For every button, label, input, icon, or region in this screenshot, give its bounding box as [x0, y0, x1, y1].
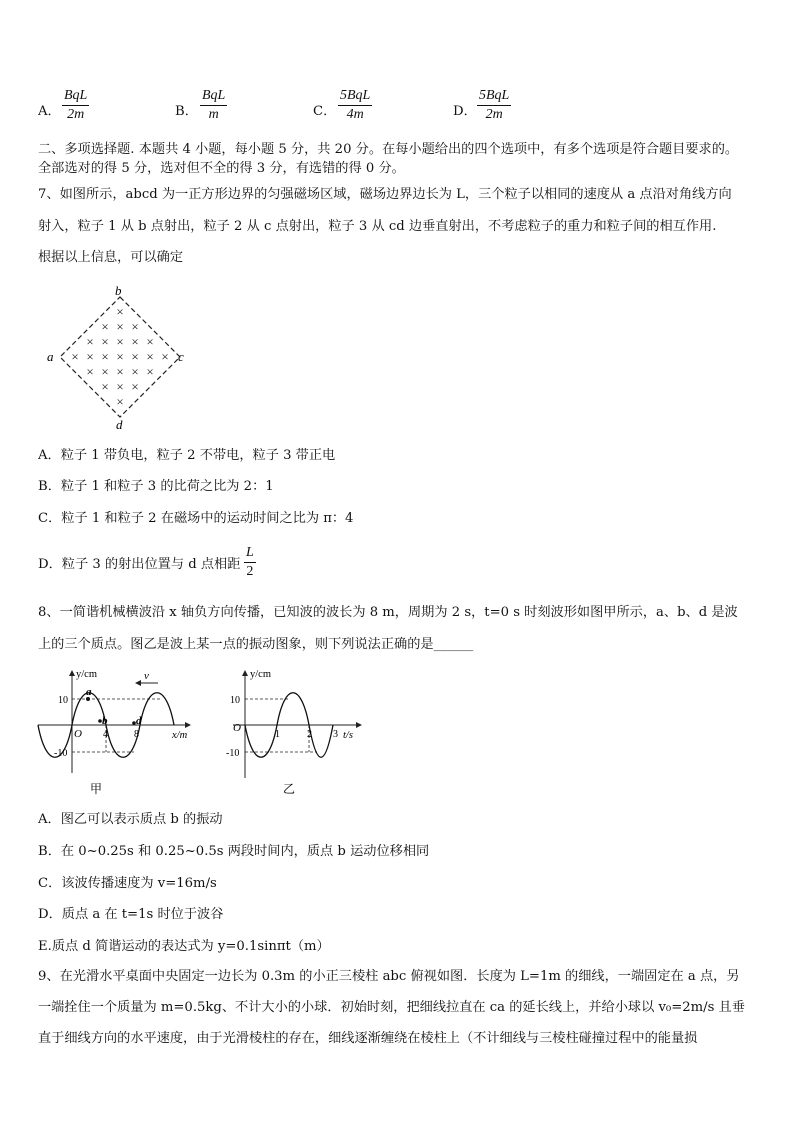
- q9-stem-line2: 一端拴住一个质量为 m=0.5kg、不计大小的小球．初始时刻，把细线拉直在 ca 的延长线上，并给小球以 v₀=2m/s 且垂: [38, 1000, 745, 1015]
- fraction-denominator: 2m: [485, 107, 503, 122]
- field-x-mark: ×: [131, 349, 139, 364]
- origin-label: O: [233, 722, 241, 734]
- q6-option-d-label: D．: [453, 104, 477, 119]
- vertex-label-a: a: [47, 349, 54, 364]
- q7-stem-line2: 射入，粒子 1 从 b 点射出，粒子 2 从 c 点射出，粒子 3 从 cd 边垂直射出，不考虑粒子的重力和粒子间的相互作用.: [38, 219, 717, 234]
- point-b-label: b: [102, 715, 108, 727]
- fraction-numerator: L: [244, 545, 256, 563]
- graph-caption-yi: 乙: [283, 782, 296, 796]
- field-x-mark: ×: [86, 334, 94, 349]
- field-x-mark: ×: [116, 379, 124, 394]
- fraction-denominator: 4m: [346, 107, 364, 122]
- q7-option-c: C．粒子 1 和粒子 2 在磁场中的运动时间之比为 π：4: [38, 511, 354, 526]
- q7-stem-line3: 根据以上信息，可以确定: [38, 250, 184, 265]
- field-x-mark: ×: [86, 364, 94, 379]
- x-tick-2: 2: [307, 729, 312, 740]
- q8-stem-line1: 8、一简谐机械横波沿 x 轴负方向传播，已知波的波长为 8 m，周期为 2 s，t=0 s 时刻波形如图甲所示，a、b、d 是波: [38, 605, 738, 620]
- q8-wave-graph-jia: [30, 663, 200, 798]
- field-x-mark: ×: [131, 319, 139, 334]
- graph-caption-jia: 甲: [90, 782, 103, 796]
- q9-stem-line1: 9、在光滑水平桌面中央固定一边长为 0.3m 的小正三棱柱 abc 俯视如图．长度为 L=1m 的细线，一端固定在 a 点，另: [38, 969, 740, 984]
- q6-option-b-fraction: [200, 88, 227, 123]
- field-marks: [71, 304, 168, 409]
- y-tick-minus10: -10: [54, 748, 68, 759]
- point-d-label: d: [136, 715, 142, 727]
- field-x-mark: ×: [131, 334, 139, 349]
- field-x-mark: ×: [116, 334, 124, 349]
- q9-stem-line3: 直于细线方向的水平速度，由于光滑棱柱的存在，细线逐渐缠绕在棱柱上（不计细线与三棱柱碰撞过程中的能量损: [38, 1031, 698, 1046]
- section2-heading-line2: 全部选对的得 5 分，选对但不全的得 3 分，有选错的得 0 分。: [38, 161, 405, 176]
- section2-heading-line1: 二、多项选择题. 本题共 4 小题，每小题 5 分，共 20 分。在每小题给出的四个选项中，有多个选项是符合题目要求的。: [38, 142, 739, 157]
- y-axis-label: y/cm: [76, 669, 97, 680]
- field-x-mark: ×: [146, 364, 154, 379]
- point-a-label: a: [86, 686, 92, 698]
- x-tick-4: 4: [103, 729, 108, 740]
- fraction-denominator: 2: [246, 564, 254, 579]
- fraction-numerator: BqL: [62, 88, 89, 106]
- q8-option-b: B．在 0~0.25s 和 0.25~0.5s 两段时间内，质点 b 运动位移相同: [38, 844, 430, 859]
- q8-vibration-graph-yi: [223, 663, 363, 798]
- field-x-mark: ×: [101, 364, 109, 379]
- field-x-mark: ×: [131, 364, 139, 379]
- field-x-mark: ×: [146, 349, 154, 364]
- field-x-mark: ×: [161, 349, 169, 364]
- q6-option-a-label: A．: [38, 104, 61, 119]
- q8-option-d: D．质点 a 在 t=1s 时位于波谷: [38, 907, 224, 922]
- x-axis-label: x/m: [172, 730, 188, 741]
- x-tick-1: 1: [275, 729, 280, 740]
- q7-option-a: A．粒子 1 带负电，粒子 2 不带电，粒子 3 带正电: [38, 448, 336, 463]
- x-axis-label: t/s: [343, 730, 353, 741]
- x-tick-8: 8: [134, 729, 139, 740]
- vertex-label-c: c: [178, 349, 184, 364]
- field-x-mark: ×: [146, 334, 154, 349]
- q6-option-d-fraction: [477, 88, 511, 123]
- field-x-mark: ×: [116, 304, 124, 319]
- vertex-label-b: b: [115, 283, 122, 298]
- field-x-mark: ×: [116, 394, 124, 409]
- q8-stem-line2: 上的三个质点。图乙是波上某一点的振动图象，则下列说法正确的是______: [38, 637, 474, 652]
- field-x-mark: ×: [101, 334, 109, 349]
- vertex-label-d: d: [116, 417, 123, 432]
- y-tick-minus10: -10: [226, 748, 240, 759]
- field-x-mark: ×: [71, 349, 79, 364]
- q7-option-d: D．粒子 3 的射出位置与 d 点相距: [38, 557, 241, 572]
- q6-option-c-fraction: [338, 88, 372, 123]
- y-tick-10: 10: [230, 695, 240, 706]
- q7-magnetic-field-figure: [38, 283, 198, 433]
- field-x-mark: ×: [116, 349, 124, 364]
- field-x-mark: ×: [101, 349, 109, 364]
- y-tick-10: 10: [58, 695, 68, 706]
- fraction-numerator: BqL: [200, 88, 227, 106]
- origin-label: O: [74, 728, 82, 740]
- field-x-mark: ×: [86, 349, 94, 364]
- field-x-mark: ×: [116, 319, 124, 334]
- field-x-mark: ×: [131, 379, 139, 394]
- fraction-denominator: m: [208, 107, 219, 122]
- q7-option-d-fraction: [244, 545, 256, 580]
- x-tick-3: 3: [333, 729, 338, 740]
- fraction-numerator: 5BqL: [338, 88, 372, 106]
- fraction-denominator: 2m: [67, 107, 85, 122]
- q8-option-c: C．该波传播速度为 v=16m/s: [38, 876, 217, 891]
- y-axis-label: y/cm: [250, 669, 271, 680]
- q6-option-c-label: C．: [313, 104, 337, 119]
- velocity-label: v: [144, 670, 149, 682]
- q7-option-b: B．粒子 1 和粒子 3 的比荷之比为 2：1: [38, 479, 274, 494]
- field-x-mark: ×: [116, 364, 124, 379]
- field-x-mark: ×: [101, 379, 109, 394]
- fraction-numerator: 5BqL: [477, 88, 511, 106]
- q8-option-e: E.质点 d 简谐运动的表达式为 y=0.1sinπt（m）: [38, 939, 330, 954]
- field-x-mark: ×: [101, 319, 109, 334]
- q6-option-a-fraction: [62, 88, 89, 123]
- q7-stem-line1: 7、如图所示，abcd 为一正方形边界的匀强磁场区域，磁场边界边长为 L，三个粒子以相同的速度从 a 点沿对角线方向: [38, 187, 732, 202]
- q8-option-a: A．图乙可以表示质点 b 的振动: [38, 812, 223, 827]
- q6-option-b-label: B．: [175, 104, 198, 119]
